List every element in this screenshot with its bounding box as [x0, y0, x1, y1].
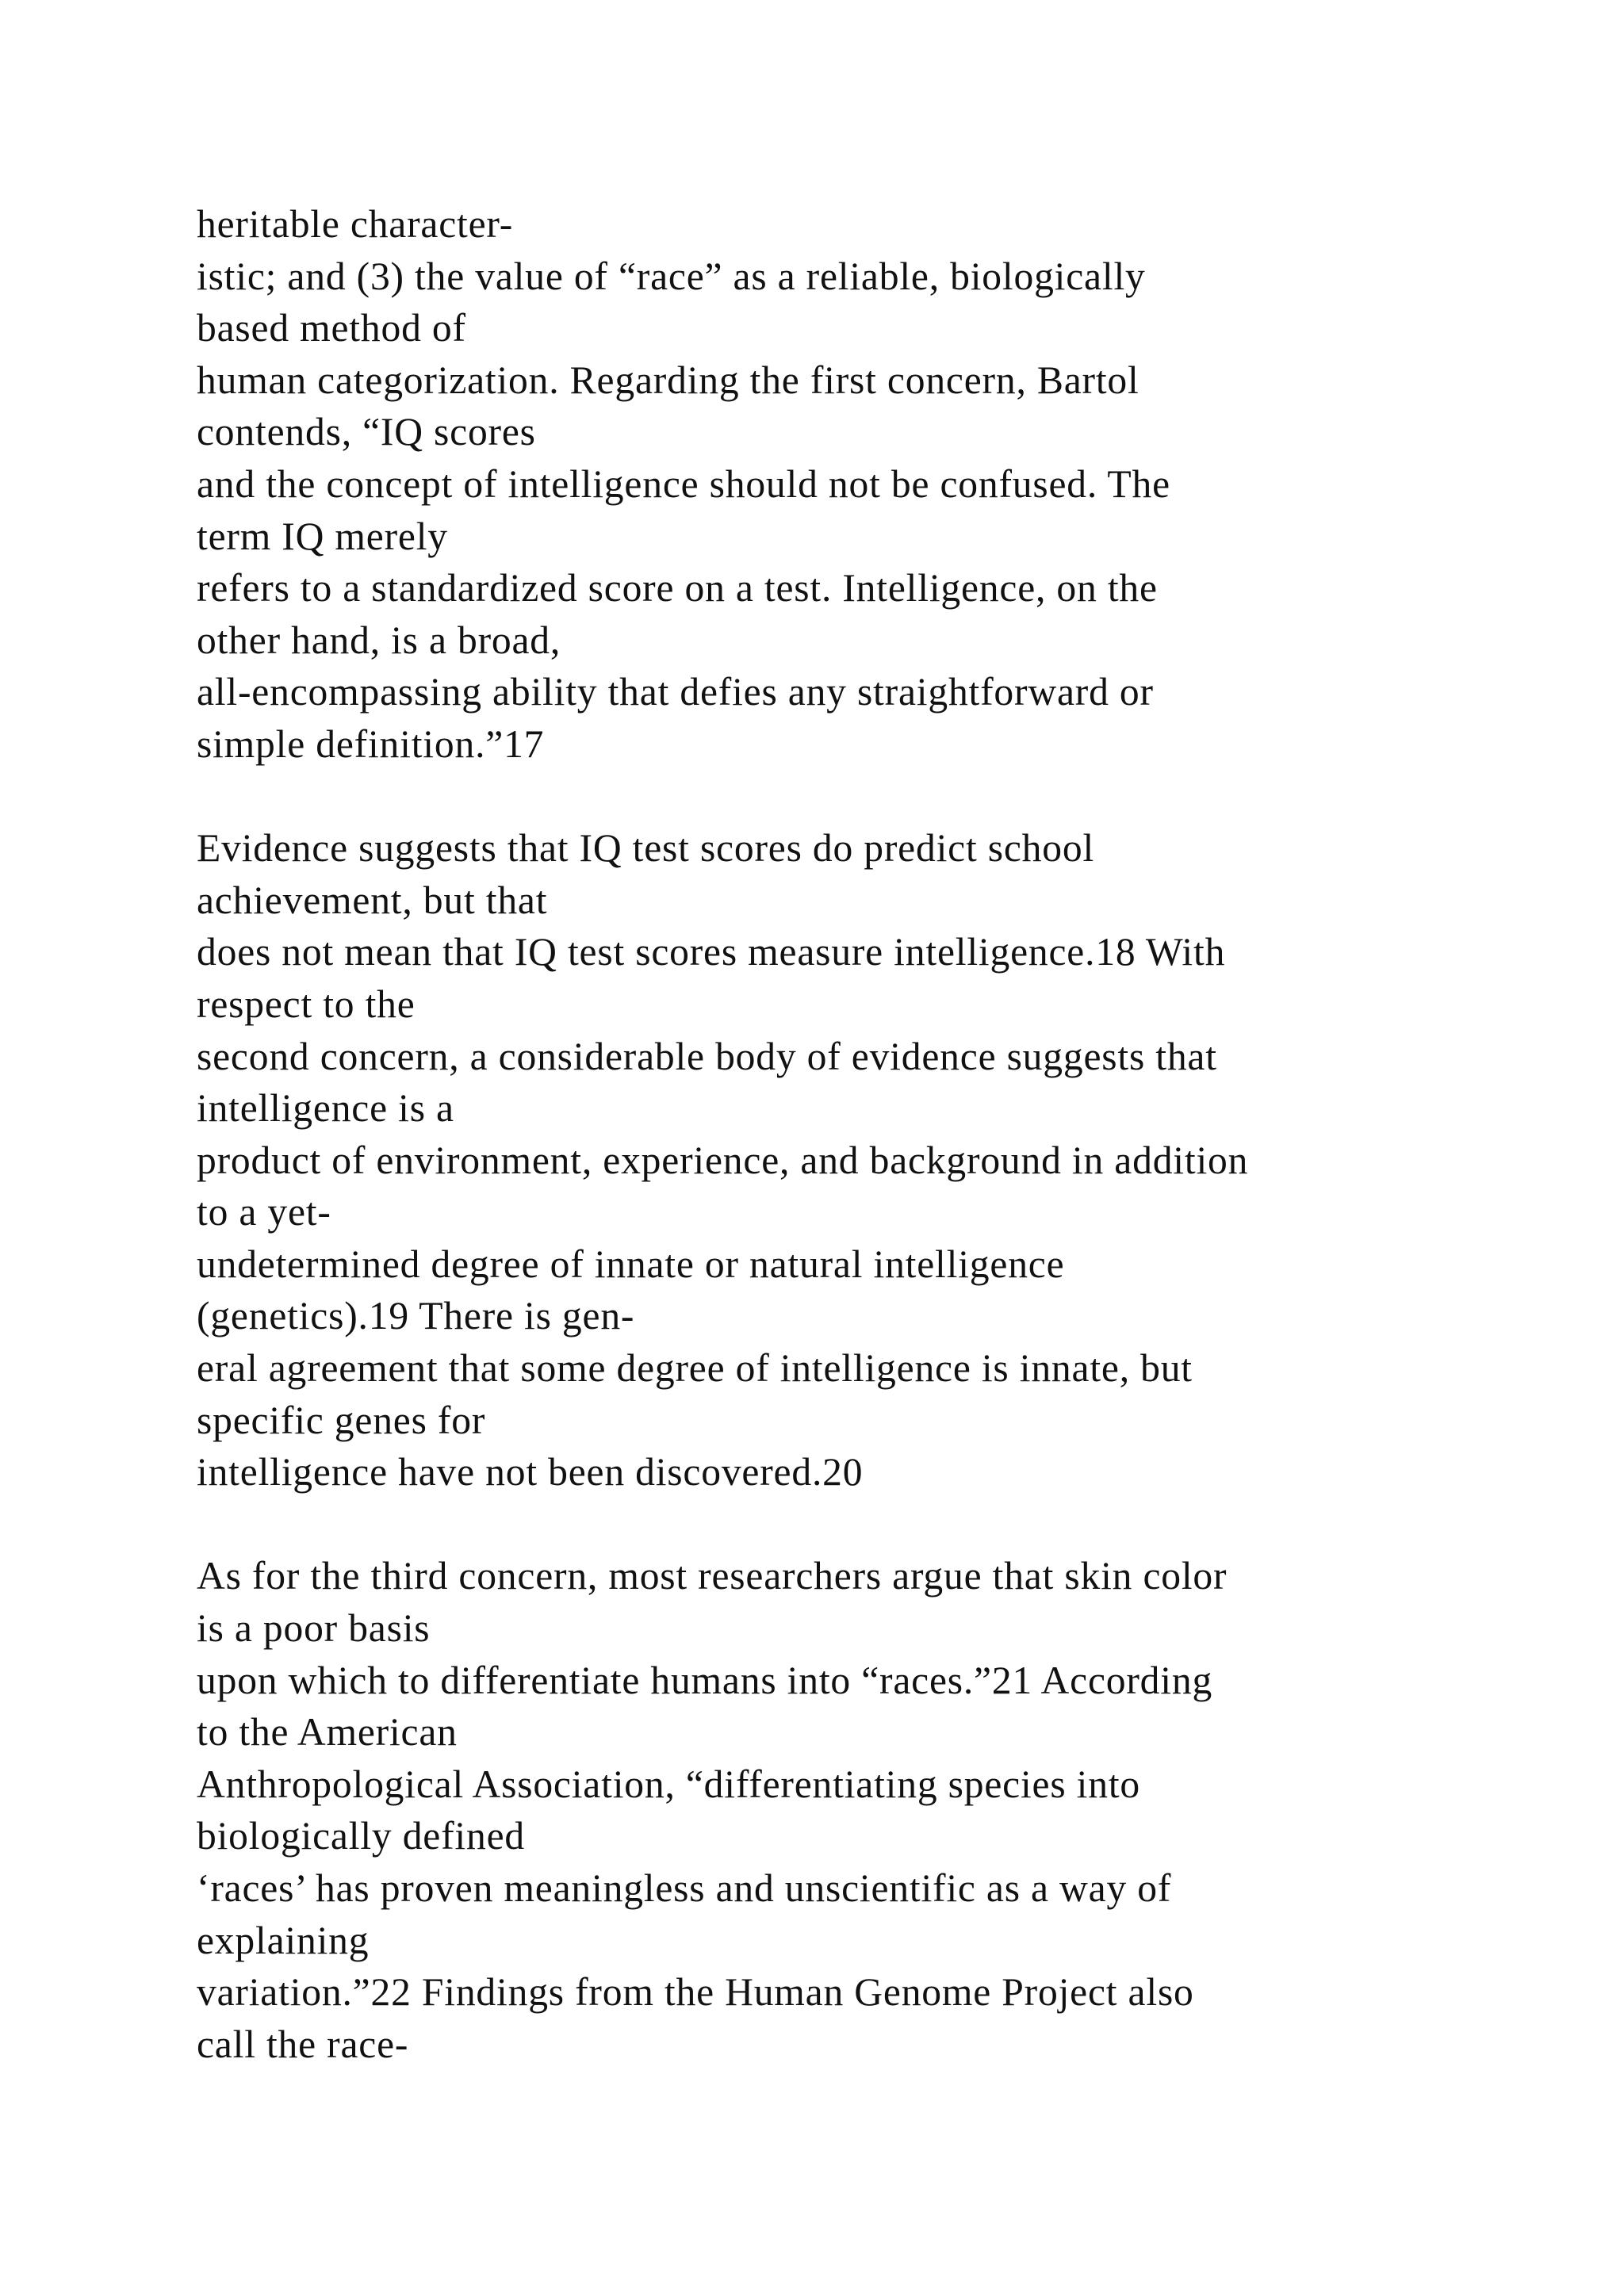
text-line: heritable character- [197, 202, 514, 246]
text-line: does not mean that IQ test scores measure intelligence.18 With [197, 930, 1226, 974]
text-line: As for the third concern, most researchers argue that skin color [197, 1554, 1228, 1598]
text-line: human categorization. Regarding the first concern, Bartol [197, 358, 1139, 402]
body-text [197, 198, 1505, 2070]
text-line: and the concept of intelligence should not be confused. The [197, 461, 1170, 506]
text-line: respect to the [197, 982, 416, 1026]
text-line: intelligence have not been discovered.20 [197, 1450, 864, 1494]
text-line: istic; and (3) the value of “race” as a reliable, biologically [197, 254, 1146, 298]
text-line: upon which to differentiate humans into “races.”21 According [197, 1658, 1213, 1702]
text-line: second concern, a considerable body of evidence suggests that [197, 1034, 1217, 1078]
text-line: ‘races’ has proven meaningless and unscientific as a way of [197, 1866, 1172, 1910]
text-line: Evidence suggests that IQ test scores do predict school [197, 826, 1095, 871]
paragraph-break [197, 1498, 1505, 1551]
text-line: eral agreement that some degree of intelligence is innate, but [197, 1346, 1193, 1391]
text-line: achievement, but that [197, 878, 548, 922]
text-line: term IQ merely [197, 514, 448, 558]
text-line: to a yet- [197, 1190, 331, 1234]
text-line: product of environment, experience, and background in addition [197, 1138, 1249, 1182]
text-line: to the American [197, 1710, 458, 1755]
text-line: (genetics).19 There is gen- [197, 1294, 635, 1338]
text-line: intelligence is a [197, 1086, 454, 1131]
text-line: Anthropological Association, “differentiating species into [197, 1762, 1141, 1806]
paragraph-break [197, 771, 1505, 823]
text-line: undetermined degree of innate or natural intelligence [197, 1242, 1065, 1286]
text-line: specific genes for [197, 1398, 486, 1442]
text-line: based method of [197, 306, 466, 350]
text-line: contends, “IQ scores [197, 410, 536, 454]
text-line: explaining [197, 1918, 370, 1962]
text-line: call the race- [197, 2022, 409, 2066]
text-line: all-encompassing ability that defies any straightforward or [197, 670, 1154, 714]
text-line: refers to a standardized score on a test. Intelligence, on the [197, 566, 1158, 610]
text-line: biologically defined [197, 1814, 526, 1858]
text-line: other hand, is a broad, [197, 618, 561, 662]
text-line: simple definition.”17 [197, 721, 545, 766]
text-line: is a poor basis [197, 1606, 431, 1651]
text-line: variation.”22 Findings from the Human Genome Project also [197, 1970, 1194, 2015]
